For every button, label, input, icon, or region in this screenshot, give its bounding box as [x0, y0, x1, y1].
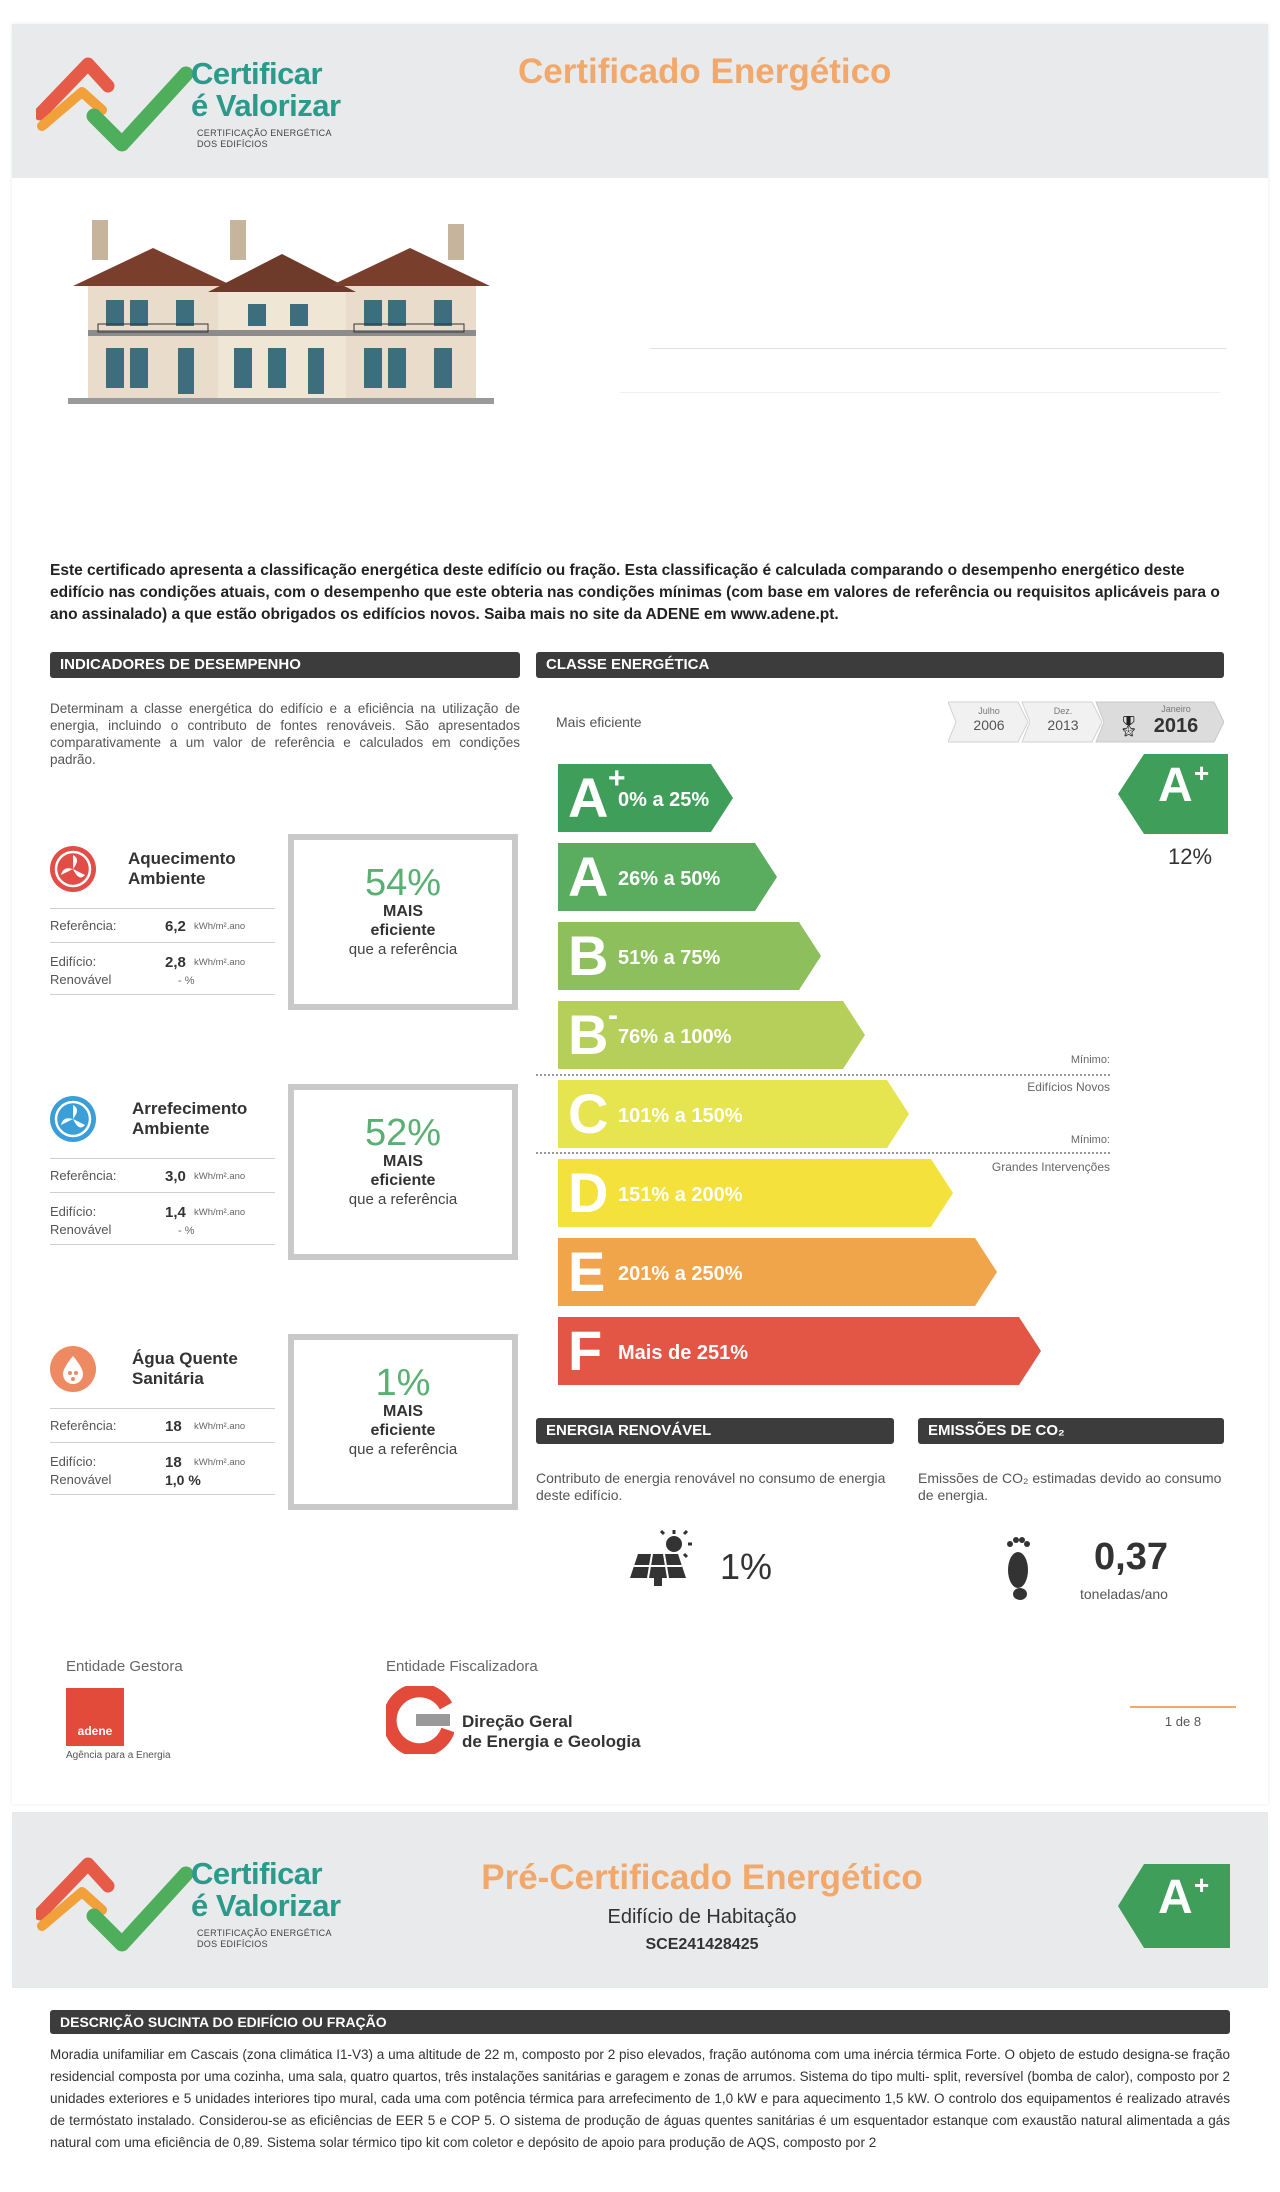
energy-class-letter: A	[568, 766, 609, 829]
energy-class-modifier: -	[608, 999, 618, 1032]
cooling-title-2: Ambiente	[132, 1119, 210, 1138]
divider	[50, 1244, 275, 1245]
dgeg-name-1: Direção Geral	[462, 1712, 573, 1731]
indicator-heating	[50, 842, 275, 1002]
date-month-2013: Dez.	[1053, 706, 1073, 716]
building-value: 1,4	[165, 1204, 186, 1221]
hot-water-title-2: Sanitária	[132, 1369, 204, 1388]
building-label: Edifício:	[50, 1204, 97, 1219]
adene-logo-text: adene	[77, 1724, 113, 1738]
certificar-logo	[36, 52, 376, 157]
indicator-cooling	[50, 1092, 275, 1252]
energy-class-bar	[558, 764, 733, 832]
divider	[50, 994, 275, 995]
heating-percent: 54%	[364, 862, 442, 904]
divider	[50, 1494, 275, 1495]
divider	[50, 1192, 275, 1193]
date-year-2016: 2016	[1153, 715, 1199, 737]
energy-class-letter: E	[568, 1240, 606, 1303]
energy-class-letter: C	[568, 1082, 609, 1145]
heating-renewable-row	[50, 972, 275, 987]
energy-class-bar	[558, 1080, 909, 1148]
heating-title-1: Aquecimento	[128, 849, 236, 868]
energy-class-letter: A	[568, 845, 609, 908]
hot-water-percent: 1%	[375, 1362, 431, 1404]
energy-class-bar	[558, 922, 821, 990]
energy-class-range: Mais de 251%	[618, 1342, 749, 1364]
more-label: MAIS	[383, 903, 423, 920]
pre-certificate-title: Pré-Certificado Energético	[481, 1858, 923, 1897]
logo-tagline-2: DOS EDIFÍCIOS	[197, 139, 268, 149]
building-label: Edifício:	[50, 1454, 97, 1469]
co2-emissions-header: EMISSÕES DE CO₂	[918, 1418, 1224, 1444]
building-value: 18	[165, 1454, 182, 1471]
co2-emissions-value: 0,37	[1094, 1536, 1168, 1578]
reference-unit: kWh/m².ano	[194, 921, 246, 932]
regulation-dates	[948, 700, 1224, 744]
logo-text-2: é Valorizar	[191, 88, 341, 123]
supervising-entity-label: Entidade Fiscalizadora	[386, 1658, 538, 1675]
hot-water-renewable-row	[50, 1472, 275, 1487]
building-value: 2,8	[165, 954, 186, 971]
indicators-description: Determinam a classe energética do edifício e a eficiência na utilização de energia, incluindo o contributo de fontes renováveis. São apresentados comparativamente a um valor de referência e calculados em condições padrão.	[50, 701, 520, 767]
energy-class-range: 151% a 200%	[618, 1184, 743, 1206]
compare-label: que a referência	[348, 941, 458, 958]
date-month-2006: Julho	[978, 706, 1000, 716]
compare-label: que a referência	[348, 1441, 458, 1458]
redacted-line	[650, 348, 1226, 349]
logo-tagline-1: CERTIFICAÇÃO ENERGÉTICA	[197, 128, 332, 138]
energy-class-letter: B	[568, 1003, 609, 1066]
energy-class-header: CLASSE ENERGÉTICA	[536, 652, 1224, 678]
min-major-label-2: Grandes Intervenções	[991, 1160, 1110, 1174]
min-new-buildings-line	[536, 1074, 1110, 1076]
efficient-label: eficiente	[370, 1172, 436, 1189]
adene-subtitle: Agência para a Energia	[66, 1750, 171, 1761]
energy-class-modifier: +	[608, 762, 626, 795]
result-class-percent: 12%	[1168, 844, 1213, 869]
hot-water-building-row	[50, 1454, 275, 1469]
cooling-efficiency-box	[288, 1084, 518, 1260]
building-photo	[58, 212, 504, 422]
footprint-icon	[1000, 1530, 1034, 1600]
hot-water-title-1: Água Quente	[132, 1349, 238, 1368]
heating-fan-icon	[50, 846, 96, 892]
building-type: Edifício de Habitação	[607, 1906, 797, 1928]
energy-class-bar	[558, 1001, 865, 1069]
energy-class-letter: D	[568, 1161, 609, 1224]
hot-water-efficiency-box	[288, 1334, 518, 1510]
reference-label: Referência:	[50, 1418, 117, 1433]
solar-panel-icon	[624, 1530, 696, 1586]
result-class-sup: +	[1194, 758, 1210, 788]
badge-letter: A	[1158, 1871, 1193, 1924]
energy-class-bar	[558, 1159, 953, 1227]
efficient-label: eficiente	[370, 922, 436, 939]
certificate-intro: Este certificado apresenta a classificação energética deste edifício ou fração. Esta classificação é calculada comparando o desempenho energético deste edifício nas condições atuais, com o desempenho que este obteria nas condições mínimas (com base em valores de referência ou requisitos aplicáveis para o ano assinalado) a que estão obrigados os edifícios novos. Saiba mais no site da ADENE em www.adene.pt.	[50, 562, 1220, 623]
energy-class-bar	[558, 1238, 997, 1306]
energy-class-bar	[558, 843, 777, 911]
energy-class-bar	[558, 1317, 1041, 1385]
building-label: Edifício:	[50, 954, 97, 969]
page-number-rule	[1130, 1706, 1236, 1708]
divider	[50, 1442, 275, 1443]
logo-tagline-1: CERTIFICAÇÃO ENERGÉTICA	[197, 1928, 332, 1938]
compare-label: que a referência	[348, 1191, 458, 1208]
building-unit: kWh/m².ano	[194, 957, 246, 968]
energy-class-letter: F	[568, 1319, 603, 1382]
building-unit: kWh/m².ano	[194, 1457, 246, 1468]
hot-water-icon	[50, 1346, 96, 1392]
divider	[50, 942, 275, 943]
co2-emissions-text: Emissões de CO₂ estimadas devido ao consumo de energia.	[918, 1470, 1222, 1503]
reference-value: 3,0	[165, 1168, 186, 1185]
adene-logo	[66, 1688, 124, 1746]
certificar-logo	[36, 1852, 376, 1957]
logo-text-1: Certificar	[191, 1856, 323, 1891]
min-new-label-2: Edifícios Novos	[1027, 1080, 1110, 1094]
reference-unit: kWh/m².ano	[194, 1421, 246, 1432]
energy-class-letter: B	[568, 924, 609, 987]
dgeg-logo-icon	[386, 1686, 454, 1754]
reference-label: Referência:	[50, 1168, 117, 1183]
min-major-interventions-line	[536, 1152, 1110, 1154]
certificar-check-icon	[36, 52, 196, 152]
efficient-label: eficiente	[370, 1422, 436, 1439]
class-badge	[1118, 1864, 1230, 1948]
energy-class-range: 201% a 250%	[618, 1263, 743, 1285]
renewable-value: - %	[178, 975, 195, 987]
heating-title-2: Ambiente	[128, 869, 206, 888]
renewable-value: 1,0 %	[165, 1472, 201, 1488]
cooling-reference-row	[50, 1168, 275, 1183]
divider	[50, 1158, 275, 1159]
renewable-energy-header: ENERGIA RENOVÁVEL	[536, 1418, 894, 1444]
certificate-title: Certificado Energético	[518, 52, 892, 91]
renewable-label: Renovável	[50, 1222, 112, 1237]
reference-unit: kWh/m².ano	[194, 1171, 246, 1182]
more-label: MAIS	[383, 1403, 423, 1420]
certificate-code: SCE241428425	[645, 1936, 759, 1953]
more-efficient-label: Mais eficiente	[556, 714, 642, 730]
energy-class-range: 101% a 150%	[618, 1105, 743, 1127]
logo-text-1: Certificar	[191, 56, 323, 91]
cooling-building-row	[50, 1204, 275, 1219]
renewable-value: - %	[178, 1225, 195, 1237]
date-year-2006: 2006	[973, 717, 1005, 733]
indicator-hot-water	[50, 1342, 275, 1502]
renewable-label: Renovável	[50, 972, 112, 987]
heating-building-row	[50, 954, 275, 969]
logo-tagline-2: DOS EDIFÍCIOS	[197, 1939, 268, 1949]
energy-class-range: 26% a 50%	[618, 868, 721, 890]
logo-text-2: é Valorizar	[191, 1888, 341, 1923]
result-class-letter: A	[1158, 759, 1193, 812]
min-new-label-1: Mínimo:	[1070, 1054, 1110, 1066]
date-year-2013: 2013	[1047, 717, 1079, 733]
redacted-line	[620, 392, 1220, 393]
badge-sup: +	[1194, 1870, 1210, 1900]
heating-reference-row	[50, 918, 275, 933]
indicators-header: INDICADORES DE DESEMPENHO	[50, 652, 520, 678]
date-month-2016: Janeiro	[1161, 704, 1191, 714]
divider	[50, 908, 275, 909]
page-number: 1 de 8	[1164, 1714, 1202, 1729]
class-result-badge	[1118, 754, 1228, 834]
renewable-label: Renovável	[50, 1472, 112, 1487]
managing-entity-label: Entidade Gestora	[66, 1658, 183, 1675]
hot-water-reference-row	[50, 1418, 275, 1433]
more-label: MAIS	[383, 1153, 423, 1170]
heating-efficiency-box	[288, 834, 518, 1010]
cooling-fan-icon	[50, 1096, 96, 1142]
min-major-label-1: Mínimo:	[1070, 1134, 1110, 1146]
divider	[50, 1408, 275, 1409]
building-description: Moradia unifamiliar em Cascais (zona climática I1-V3) a uma altitude de 22 m, composto por 2 piso elevados, fração autónoma com uma inércia térmica Forte. O objeto de estudo designa-se fração residencial composta por uma cozinha, uma sala, quatro quartos, três instalações sanitárias e garagem e zonas de arrumos. Sistema do tipo multi- split, reversível (bomba de calor), composto por 2 unidades exteriores e 5 unidades interiores tipo mural, cada uma com potência térmica para arrefecimento de 1,0 kW e para aquecimento 1,5 kW. O controlo dos equipamentos é realizado através de termóstato instalado. Considerou-se as eficiências de EER 5 e COP 5. O sistema de produção de águas quentes sanitárias é um esquentador estanque com exaustão natural alimentada a gás natural com uma eficiência de 0,89. Sistema solar térmico tipo kit com coletor e depósito de apoio para produção de AQS, composto por 2	[50, 2047, 1230, 2150]
cooling-renewable-row	[50, 1222, 275, 1237]
cooling-percent: 52%	[364, 1112, 442, 1154]
co2-emissions-unit: toneladas/ano	[1080, 1586, 1168, 1602]
reference-value: 18	[165, 1418, 182, 1435]
cooling-title-1: Arrefecimento	[132, 1099, 248, 1118]
reference-label: Referência:	[50, 918, 117, 933]
dgeg-name-2: de Energia e Geologia	[462, 1732, 641, 1751]
ribbon-icon: 🎖	[1116, 716, 1142, 738]
energy-class-range: 51% a 75%	[618, 947, 721, 969]
energy-class-range: 76% a 100%	[618, 1026, 732, 1048]
description-header: DESCRIÇÃO SUCINTA DO EDIFÍCIO OU FRAÇÃO	[50, 2010, 1230, 2034]
building-unit: kWh/m².ano	[194, 1207, 246, 1218]
certificar-check-icon	[36, 1852, 196, 1952]
renewable-energy-text: Contributo de energia renovável no consumo de energia deste edifício.	[536, 1470, 886, 1503]
energy-class-range: 0% a 25%	[618, 789, 710, 811]
reference-value: 6,2	[165, 918, 186, 935]
renewable-energy-value: 1%	[720, 1546, 773, 1587]
